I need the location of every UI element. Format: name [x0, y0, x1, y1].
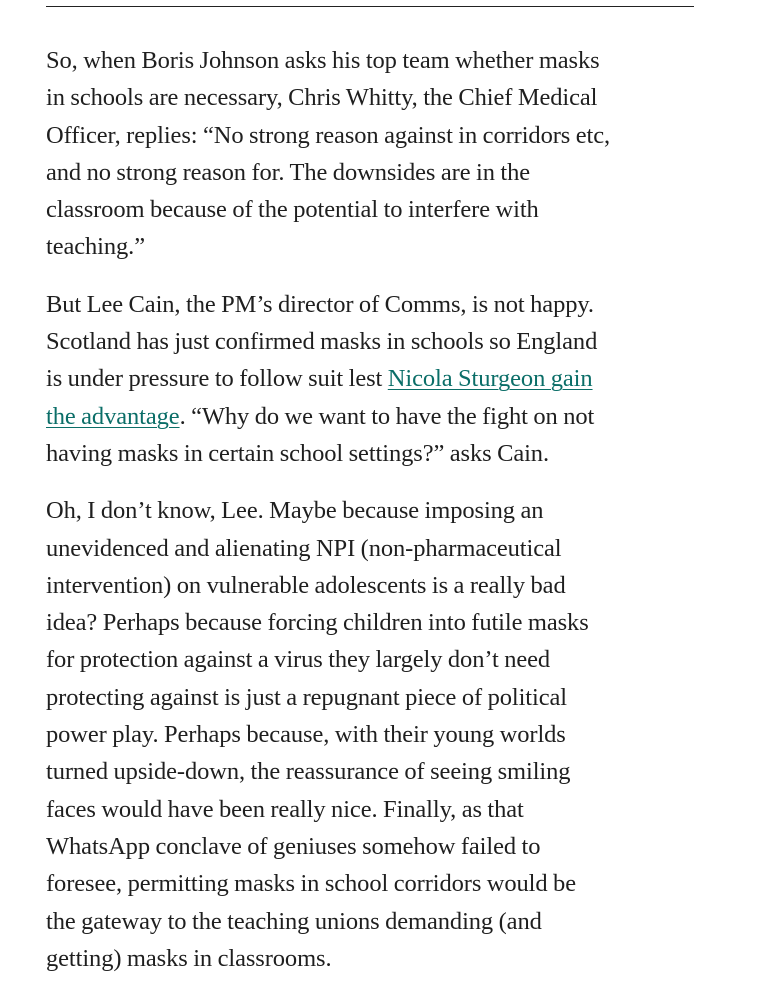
- nicola-sturgeon-link-continued[interactable]: the advantage: [46, 402, 180, 430]
- paragraph-line: protecting against is just a repugnant piece of political: [46, 683, 567, 711]
- paragraph-2: [46, 286, 706, 472]
- paragraph-line: power play. Perhaps because, with their young worlds: [46, 721, 566, 749]
- paragraph-line: [46, 360, 706, 397]
- paragraph-line: foresee, permitting masks in school corridors would be: [46, 870, 576, 898]
- paragraph-line: teaching.”: [46, 233, 145, 261]
- paragraph-line: Officer, replies: “No strong reason against in corridors etc,: [46, 121, 611, 149]
- paragraph-line: WhatsApp conclave of geniuses somehow failed to: [46, 832, 541, 860]
- paragraph-line: So, when Boris Johnson asks his top team whether masks: [46, 47, 600, 74]
- nicola-sturgeon-link[interactable]: Nicola Sturgeon gain: [387, 365, 593, 393]
- paragraph-line: for protection against a virus they largely don’t need: [46, 646, 551, 674]
- paragraph-line: Scotland has just confirmed masks in schools so England: [46, 328, 598, 356]
- paragraph-line: idea? Perhaps because forcing children into futile masks: [46, 609, 589, 637]
- paragraph-text: . “Why do we want to have the fight on not: [179, 402, 595, 430]
- paragraph-line: unevidenced and alienating NPI (non-pharmaceutical: [46, 534, 562, 562]
- paragraph-line: intervention) on vulnerable adolescents is a really bad: [46, 571, 566, 599]
- paragraph-line: But Lee Cain, the PM’s director of Comms, is not happy.: [46, 290, 594, 318]
- paragraph-line: in schools are necessary, Chris Whitty, the Chief Medical: [46, 84, 598, 112]
- paragraph-1: [46, 42, 706, 266]
- top-divider: [46, 6, 694, 7]
- paragraph-line: having masks in certain school settings?” asks Cain.: [46, 439, 549, 467]
- paragraph-text: is under pressure to follow suit lest: [46, 365, 388, 393]
- article-body: [46, 42, 706, 997]
- paragraph-line: getting) masks in classrooms.: [46, 944, 332, 972]
- paragraph-line: the gateway to the teaching unions demanding (and: [46, 907, 542, 935]
- paragraph-3: [46, 492, 706, 977]
- paragraph-line: classroom because of the potential to interfere with: [46, 196, 539, 224]
- paragraph-line: faces would have been really nice. Finally, as that: [46, 795, 524, 823]
- paragraph-line: and no strong reason for. The downsides are in the: [46, 158, 531, 186]
- paragraph-line: [46, 398, 706, 435]
- paragraph-line: turned upside-down, the reassurance of seeing smiling: [46, 758, 571, 786]
- paragraph-line: Oh, I don’t know, Lee. Maybe because imposing an: [46, 497, 544, 525]
